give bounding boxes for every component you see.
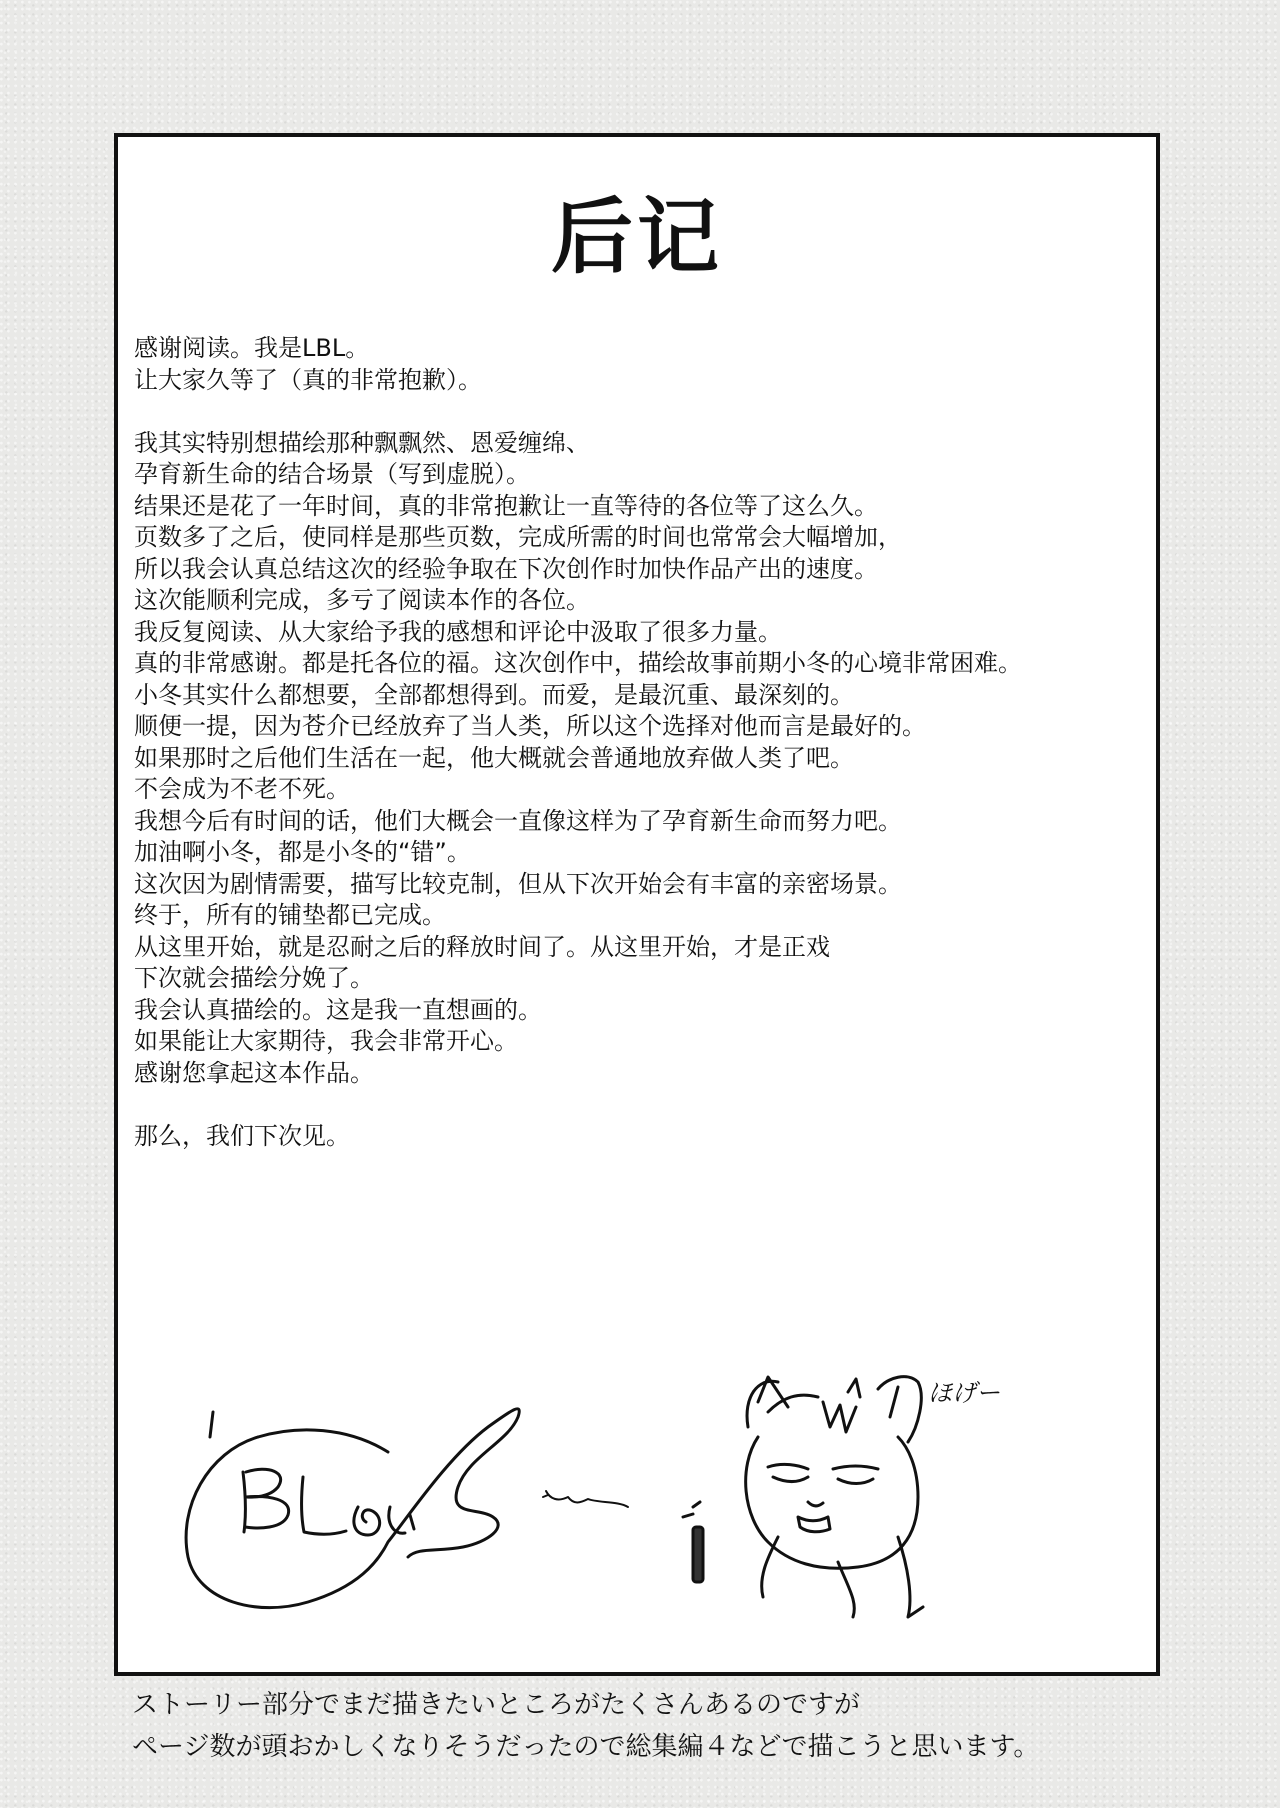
doodle-drawing (118, 1357, 1156, 1677)
body-line: 小冬其实什么都想要，全部都想得到。而爱，是最沉重、最深刻的。 (134, 680, 854, 709)
body-line: 下次就会描绘分娩了。 (134, 964, 374, 992)
body-line: 让大家久等了（真的非常抱歉）。 (134, 365, 482, 394)
body-line: 这次因为剧情需要，描写比较克制，但从下次开始会有丰富的亲密场景。 (134, 869, 902, 898)
body-line: 我其实特别想描绘那种飘飘然、恩爱缠绵、 (134, 428, 590, 457)
sketch-caption: ほげー (928, 1379, 1000, 1407)
body-line: 这次能顺利完成，多亏了阅读本作的各位。 (134, 586, 590, 614)
body-line: 那么，我们下次见。 (134, 1121, 350, 1150)
body-line: 不会成为不老不死。 (134, 775, 350, 803)
body-line: 如果能让大家期待，我会非常开心。 (134, 1027, 518, 1055)
body-line: 感谢您拿起这本作品。 (134, 1058, 374, 1087)
afterword-body (134, 333, 1154, 1152)
body-line: 我想今后有时间的话，他们大概会一直像这样为了孕育新生命而努力吧。 (134, 806, 902, 835)
body-line: 孕育新生命的结合场景（写到虚脱）。 (134, 460, 530, 488)
body-line-blank (134, 1089, 1154, 1121)
body-line: 感谢阅读。我是LBL。 (134, 334, 370, 362)
body-line: 我反复阅读、从大家给予我的感想和评论中汲取了很多力量。 (134, 617, 782, 646)
cat-character-sketch (683, 1377, 923, 1617)
body-line: 如果那时之后他们生活在一起，他大概就会普通地放弃做人类了吧。 (134, 743, 854, 772)
body-line: 页数多了之后，使同样是那些页数，完成所需的时间也常常会大幅增加， (134, 523, 902, 551)
body-line: 从这里开始，就是忍耐之后的释放时间了。从这里开始，才是正戏 (134, 932, 830, 961)
afterword-panel (114, 133, 1160, 1676)
footnote-line: ページ数が頭おかしくなりそうだったので総集編４などで描こうと思います。 (132, 1732, 1040, 1762)
page-title: 后记 (550, 190, 723, 285)
body-line: 终于，所有的铺垫都已完成。 (134, 901, 446, 929)
body-line: 我会认真描绘的。这是我一直想画的。 (134, 995, 542, 1024)
signature-mark (186, 1409, 519, 1608)
scribble-mark (543, 1491, 628, 1507)
footnote (132, 1684, 1252, 1768)
body-line: 加油啊小冬，都是小冬的“错”。 (134, 838, 471, 866)
body-line: 所以我会认真总结这次的经验争取在下次创作时加快作品产出的速度。 (134, 554, 878, 583)
body-line: 结果还是花了一年时间，真的非常抱歉让一直等待的各位等了这么久。 (134, 491, 878, 520)
signature-and-sketch (118, 1357, 1156, 1677)
body-line-blank (134, 396, 1154, 428)
footnote-line: ストーリー部分でまだ描きたいところがたくさんあるのですが (132, 1690, 861, 1720)
body-line: 顺便一提，因为苍介已经放弃了当人类，所以这个选择对他而言是最好的。 (134, 712, 926, 740)
body-line: 真的非常感谢。都是托各位的福。这次创作中，描绘故事前期小冬的心境非常困难。 (134, 649, 1022, 677)
